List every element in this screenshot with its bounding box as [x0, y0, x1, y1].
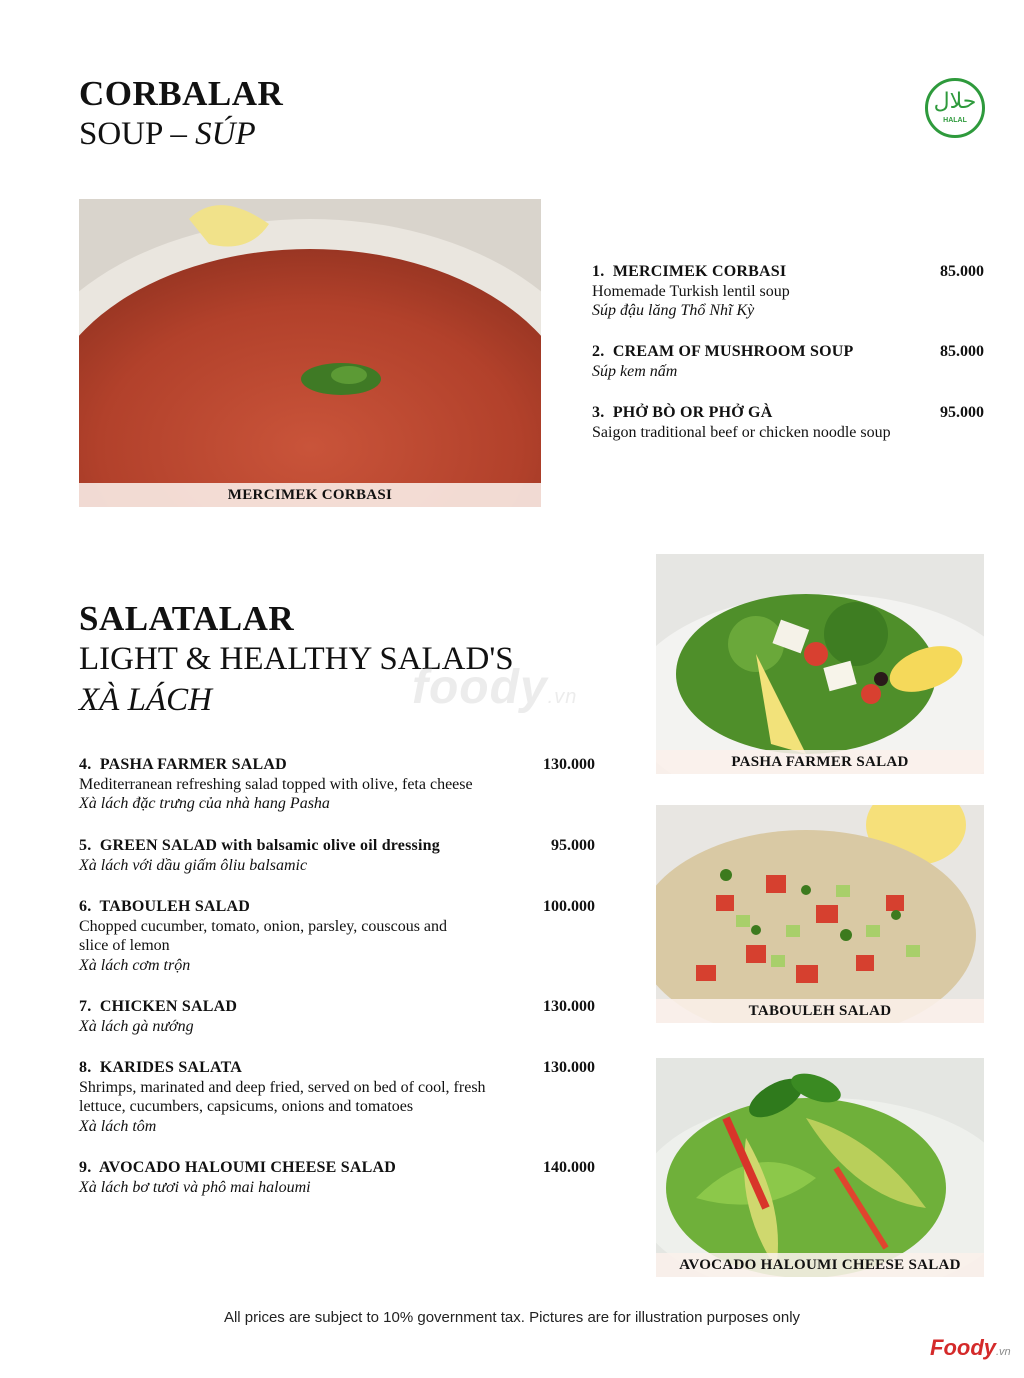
item-vietnamese: Xà lách cơm trộn — [79, 956, 191, 974]
soup-photo — [79, 199, 541, 507]
item-number: 8. — [79, 1059, 92, 1076]
item-name: GREEN SALAD with balsamic olive oil dressing — [99, 837, 440, 854]
avocado-haloumi-salad-photo — [656, 1058, 984, 1277]
item-vietnamese: Xà lách tôm — [79, 1117, 157, 1135]
soup-photo-caption: MERCIMEK CORBASI — [79, 483, 541, 507]
pasha-farmer-salad-caption: PASHA FARMER SALAD — [656, 750, 984, 774]
item-name: MERCIMEK CORBASI — [612, 263, 787, 280]
item-vietnamese: Xà lách đặc trưng của nhà hang Pasha — [79, 795, 330, 812]
halal-logo — [925, 78, 985, 138]
halal-label: HALAL — [943, 117, 967, 124]
soup-title-english: SOUP – — [79, 116, 187, 152]
foody-logo — [930, 1335, 1011, 1361]
item-price: 100.000 — [543, 898, 595, 915]
item-name: KARIDES SALATA — [99, 1059, 243, 1076]
item-name: PASHA FARMER SALAD — [99, 756, 287, 773]
item-description: Shrimps, marinated and deep fried, served on bed of cool, fresh lettuce, cucumbers, capsicums, onions and tomatoes — [79, 1078, 486, 1115]
salad-title-vietnamese: XÀ LÁCH — [79, 682, 212, 718]
item-name: CHICKEN SALAD — [99, 998, 238, 1015]
foody-watermark — [412, 660, 577, 715]
salad-item-8 — [79, 1058, 595, 1136]
item-vietnamese: Súp kem nấm — [592, 362, 678, 380]
footer-disclaimer: All prices are subject to 10% government tax. Pictures are for illustration purposes only — [223, 1309, 801, 1326]
item-price: 85.000 — [940, 343, 984, 360]
halal-arabic-text: حلال — [933, 89, 977, 114]
tabouleh-salad-caption: TABOULEH SALAD — [656, 999, 984, 1023]
soup-item-1 — [592, 262, 984, 321]
salad-item-4 — [79, 755, 595, 814]
item-description: Mediterranean refreshing salad topped with olive, feta cheese — [79, 775, 473, 793]
soup-title-turkish: CORBALAR — [79, 74, 284, 113]
item-number: 3. — [592, 404, 605, 421]
item-vietnamese: Xà lách gà nướng — [79, 1017, 194, 1035]
item-description: Saigon traditional beef or chicken noodle soup — [592, 423, 891, 441]
item-name: PHỞ BÒ OR PHỞ GÀ — [612, 404, 773, 421]
salad-title-turkish: SALATALAR — [79, 599, 295, 638]
item-number: 7. — [79, 998, 92, 1015]
logo-brand: Foody — [930, 1335, 996, 1360]
watermark-tld: .vn — [547, 686, 578, 708]
item-price: 95.000 — [551, 837, 595, 854]
logo-tld: .vn — [996, 1346, 1011, 1358]
item-price: 85.000 — [940, 263, 984, 280]
item-vietnamese: Xà lách với dầu giấm ôliu balsamic — [79, 856, 308, 874]
item-price: 130.000 — [543, 998, 595, 1015]
item-description: Homemade Turkish lentil soup — [592, 282, 790, 300]
salad-item-9 — [79, 1158, 595, 1197]
avocado-haloumi-salad-caption: AVOCADO HALOUMI CHEESE SALAD — [656, 1253, 984, 1277]
soup-title-vietnamese: SÚP — [195, 116, 256, 152]
item-name: CREAM OF MUSHROOM SOUP — [612, 343, 854, 360]
item-vietnamese: Súp đậu lăng Thổ Nhĩ Kỳ — [592, 302, 755, 319]
item-price: 130.000 — [543, 1059, 595, 1076]
soup-item-2 — [592, 342, 984, 381]
item-price: 140.000 — [543, 1159, 595, 1176]
pasha-farmer-salad-photo — [656, 554, 984, 774]
item-name: AVOCADO HALOUMI CHEESE SALAD — [98, 1159, 396, 1176]
item-price: 130.000 — [543, 756, 595, 773]
tabouleh-salad-photo — [656, 805, 984, 1023]
soup-title — [79, 118, 256, 151]
item-number: 4. — [79, 756, 92, 773]
item-price: 95.000 — [940, 404, 984, 421]
item-number: 5. — [79, 837, 92, 854]
item-number: 1. — [592, 263, 605, 280]
soup-item-3 — [592, 403, 984, 442]
item-name: TABOULEH SALAD — [99, 898, 251, 915]
salad-title-english: LIGHT & HEALTHY SALAD'S — [79, 641, 514, 677]
salad-item-5 — [79, 836, 595, 875]
item-number: 9. — [79, 1159, 92, 1176]
item-description: Chopped cucumber, tomato, onion, parsley, couscous and slice of lemon — [79, 917, 448, 954]
salad-item-7 — [79, 997, 595, 1036]
item-number: 2. — [592, 343, 605, 360]
item-number: 6. — [79, 898, 92, 915]
item-vietnamese: Xà lách bơ tươi và phô mai haloumi — [79, 1178, 311, 1196]
salad-item-6 — [79, 897, 595, 975]
watermark-brand: foody — [412, 661, 548, 714]
